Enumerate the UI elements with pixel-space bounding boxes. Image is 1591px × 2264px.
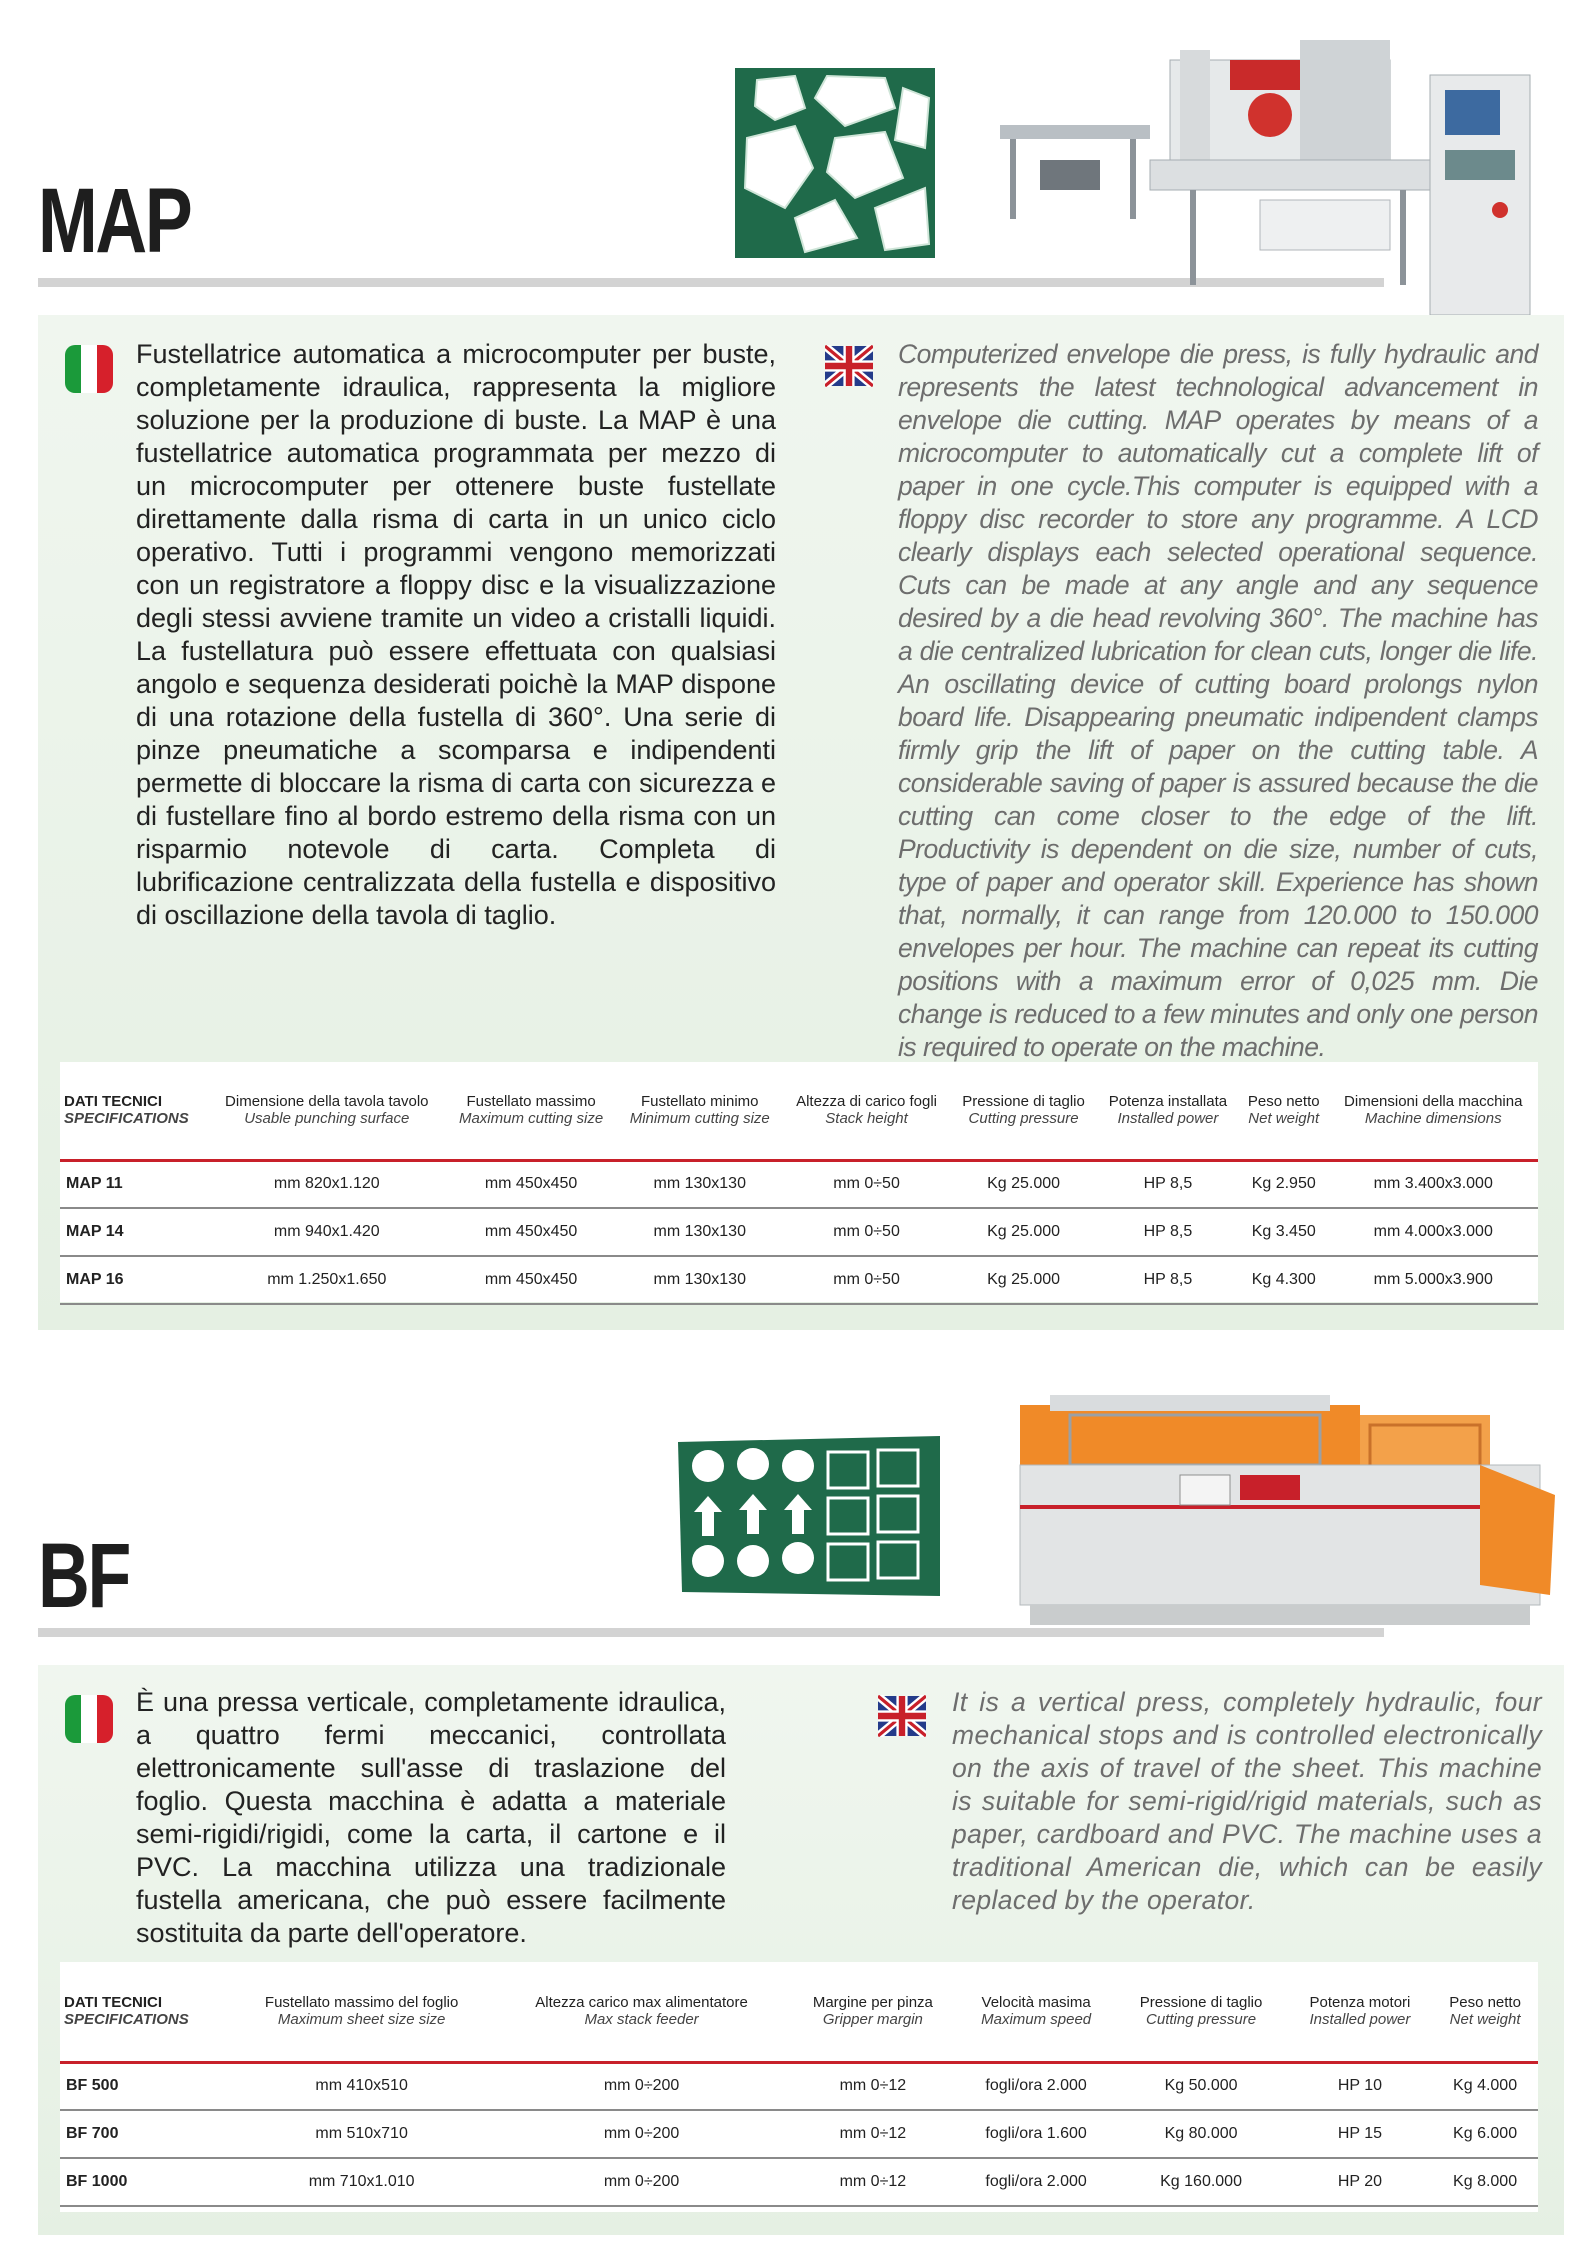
table-cell: mm 0÷12	[788, 2110, 958, 2158]
bf-english-description: It is a vertical press, completely hydraulic, four mechanical stops and is controlled electronically on the axis of travel of the sheet. This machine is suitable for semi-rigid/rigid materials, such as paper, cardboard and PVC. The machine uses a traditional American die, which can be easily replaced by the operator.	[952, 1687, 1542, 1915]
table-row	[60, 2110, 1538, 2158]
map-table-header-row	[60, 1062, 1538, 1160]
map-header-stack-height: Altezza di carico fogli Stack height	[796, 1093, 937, 1128]
table-cell: HP 8,5	[1097, 1208, 1239, 1256]
table-row	[60, 1160, 1538, 1208]
table-cell: HP 8,5	[1097, 1160, 1239, 1208]
table-cell: Kg 3.450	[1239, 1208, 1329, 1256]
bf-header-cutting-pressure: Pressione di taglio Cutting pressure	[1139, 1994, 1263, 2029]
table-cell: Kg 25.000	[950, 1256, 1097, 1304]
bf-italian-description: È una pressa verticale, completamente idraulica, a quattro fermi meccanici, controllata elettronicamente sull'asse di traslazione del foglio. Questa macchina è adatta a materiale semi-rigidi/rigidi, come la carta, il cartone e il PVC. La macchina utilizza una tradizionale fustella americana, che può essere facilmente sostituita da parte dell'operatore.	[136, 1687, 726, 1948]
table-row	[60, 2062, 1538, 2110]
map-specifications-table	[60, 1062, 1538, 1302]
table-cell: Kg 80.000	[1114, 2110, 1287, 2158]
table-cell: mm 0÷200	[495, 2062, 788, 2110]
table-cell: fogli/ora 1.600	[958, 2110, 1115, 2158]
bf-machine-image	[1010, 1385, 1555, 1650]
table-cell: Kg 8.000	[1432, 2158, 1538, 2206]
table-cell: mm 5.000x3.900	[1329, 1256, 1539, 1304]
table-cell: BF 700	[60, 2110, 228, 2158]
table-cell: Kg 4.300	[1239, 1256, 1329, 1304]
bf-header-net-weight: Peso netto Net weight	[1449, 1994, 1521, 2029]
map-title: MAP	[38, 170, 191, 272]
table-cell: mm 0÷12	[788, 2062, 958, 2110]
uk-flag-icon	[878, 1695, 926, 1737]
table-cell: mm 0÷50	[783, 1256, 950, 1304]
table-cell: mm 940x1.420	[208, 1208, 446, 1256]
bf-specifications-table	[60, 1962, 1538, 2212]
table-cell: mm 3.400x3.000	[1329, 1160, 1539, 1208]
table-cell: mm 1.250x1.650	[208, 1256, 446, 1304]
map-header-punching-surface: Dimensione della tavola tavolo Usable punching surface	[225, 1093, 429, 1128]
table-cell: mm 0÷50	[783, 1208, 950, 1256]
table-cell: mm 0÷200	[495, 2110, 788, 2158]
table-cell: Kg 25.000	[950, 1160, 1097, 1208]
table-cell: mm 410x510	[228, 2062, 495, 2110]
bf-table-header-row	[60, 1962, 1538, 2062]
bf-header-gripper-margin: Margine per pinza Gripper margin	[812, 1994, 933, 2029]
table-cell: mm 710x1.010	[228, 2158, 495, 2206]
table-cell: Kg 50.000	[1114, 2062, 1287, 2110]
bf-title: BF	[38, 1525, 129, 1627]
table-row	[60, 1256, 1538, 1304]
bf-header-max-speed: Velocità masima Maximum speed	[981, 1994, 1092, 2029]
bf-die-sample-image	[678, 1436, 940, 1596]
table-cell: MAP 11	[60, 1160, 208, 1208]
table-cell: Kg 6.000	[1432, 2110, 1538, 2158]
map-italian-description: Fustellatrice automatica a microcomputer per buste, completamente idraulica, rappresenta la migliore soluzione per la produzione di buste. La MAP è una fustellatrice automatica programmata per mezzo di un microcomputer per ottenere buste fustellate direttamente dalla risma di carta in un unico ciclo operativo. Tutti i programmi vengono memorizzati con un registratore a floppy disc e la visualizzazione degli stessi avviene tramite un video a cristalli liquidi. La fustellatura può essere effettuata con qualsiasi angolo e sequenza desiderati poichè la MAP dispone di una rotazione della fustella di 360°. Una serie di pinze pneumatiche a scomparsa e indipendenti permette di bloccare la risma di carta con sicurezza e di fustellare fino al bordo estremo della risma con un risparmio notevole di carta. Completa di lubrificazione centralizzata della fustella e dispositivo di oscillazione della tavola di taglio.	[136, 339, 776, 930]
table-cell: mm 0÷50	[783, 1160, 950, 1208]
map-header-installed-power: Potenza installata Installed power	[1108, 1093, 1228, 1128]
table-cell: mm 0÷200	[495, 2158, 788, 2206]
table-cell: mm 0÷12	[788, 2158, 958, 2206]
bf-header-installed-power: Potenza motori Installed power	[1309, 1994, 1411, 2029]
table-cell: MAP 14	[60, 1208, 208, 1256]
map-header-min-cutting: Fustellato minimo Minimum cutting size	[629, 1093, 770, 1128]
table-row	[60, 1208, 1538, 1256]
table-cell: mm 130x130	[617, 1256, 783, 1304]
table-cell: mm 130x130	[617, 1160, 783, 1208]
table-cell: HP 8,5	[1097, 1256, 1239, 1304]
table-cell: BF 500	[60, 2062, 228, 2110]
table-cell: fogli/ora 2.000	[958, 2062, 1115, 2110]
italy-flag-icon	[65, 1695, 113, 1743]
table-cell: mm 130x130	[617, 1208, 783, 1256]
table-cell: mm 510x710	[228, 2110, 495, 2158]
table-cell: mm 450x450	[446, 1256, 617, 1304]
map-header-cutting-pressure: Pressione di taglio Cutting pressure	[962, 1093, 1085, 1128]
map-header-machine-dimensions: Dimensioni della macchina Machine dimensions	[1344, 1093, 1523, 1128]
table-cell: Kg 4.000	[1432, 2062, 1538, 2110]
table-cell: BF 1000	[60, 2158, 228, 2206]
table-cell: HP 15	[1288, 2110, 1432, 2158]
uk-flag-icon	[825, 345, 873, 387]
map-machine-image	[1000, 20, 1545, 320]
table-cell: HP 10	[1288, 2062, 1432, 2110]
table-cell: mm 450x450	[446, 1208, 617, 1256]
table-cell: fogli/ora 2.000	[958, 2158, 1115, 2206]
map-english-description: Computerized envelope die press, is fully hydraulic and represents the latest technological advancement in envelope die cutting. MAP operates by means of a microcomputer to automatically cut a complete lift of paper in one cycle.This computer is equipped with a floppy disc recorder to store any programme. A LCD clearly displays each selected operational sequence. Cuts can be made at any angle and any sequence desired by a die head revolving 360°. The machine has a die centralized lubrication for clean cuts, longer die life. An oscillating device of cutting board prolongs nylon board life. Disappearing pneumatic indipendent clamps firmly grip the lift of paper on the cutting table. A considerable saving of paper is assured because the die cutting can come closer to the edge of the lift. Productivity is dependent on die size, number of cuts, type of paper and operator skill. Experience has shown that, normally, it can range from 120.000 to 150.000 envelopes per hour. The machine can repeat its cutting positions with a maximum error of 0,025 mm. Die change is reduced to a few minutes and only one person is required to operate on the machine.	[898, 339, 1538, 1062]
map-die-sample-image	[735, 68, 935, 258]
table-cell: mm 4.000x3.000	[1329, 1208, 1539, 1256]
table-cell: MAP 16	[60, 1256, 208, 1304]
map-header-max-cutting: Fustellato massimo Maximum cutting size	[458, 1093, 604, 1128]
bf-header-max-stack-feeder: Altezza carico max alimentatore Max stack feeder	[535, 1994, 748, 2029]
table-cell: Kg 25.000	[950, 1208, 1097, 1256]
table-cell: HP 20	[1288, 2158, 1432, 2206]
table-cell: mm 820x1.120	[208, 1160, 446, 1208]
map-header-net-weight: Peso netto Net weight	[1247, 1093, 1320, 1128]
table-row	[60, 2158, 1538, 2206]
map-header-specifications: DATI TECNICI SPECIFICATIONS	[64, 1093, 189, 1128]
table-cell: Kg 2.950	[1239, 1160, 1329, 1208]
italy-flag-icon	[65, 345, 113, 393]
bf-header-max-sheet-size: Fustellato massimo del foglio Maximum sheet size size	[264, 1994, 459, 2029]
table-cell: mm 450x450	[446, 1160, 617, 1208]
bf-header-specifications: DATI TECNICI SPECIFICATIONS	[64, 1994, 189, 2029]
table-cell: Kg 160.000	[1114, 2158, 1287, 2206]
